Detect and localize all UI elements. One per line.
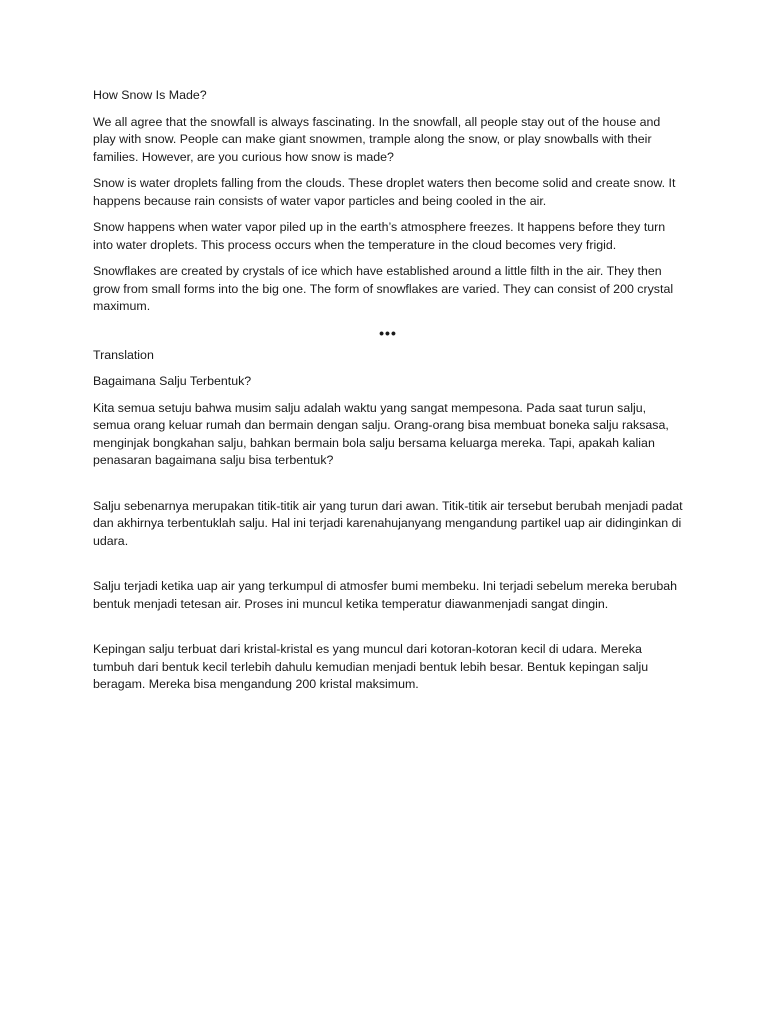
english-title: How Snow Is Made? — [93, 88, 207, 102]
translation-paragraph-4: Kepingan salju terbuat dari kristal-kristal es yang muncul dari kotoran-kotoran kecil di udara. Mereka tumbuh dari bentuk kecil terlebih dahulu kemudian menjadi bentuk lebih besar. Bentuk kepingan salju beragam. Mereka bisa mengandung 200 kristal maksimum. — [93, 642, 649, 691]
english-paragraph-4: Snowflakes are created by crystals of ice which have established around a little filth in the air. They then grow from small forms into the big one. The form of snowflakes are varied. They can consist of 200 crystal maximum. — [93, 264, 674, 313]
document-page — [93, 87, 683, 703]
translation-title: Bagaimana Salju Terbentuk? — [93, 374, 252, 388]
paragraph-gap — [93, 559, 683, 578]
english-paragraph-3: Snow happens when water vapor piled up in the earth’s atmosphere freezes. It happens before they turn into water droplets. This process occurs when the temperature in the cloud becomes very frigid. — [93, 220, 666, 252]
english-paragraph-2: Snow is water droplets falling from the clouds. These droplet waters then become solid and create snow. It happens because rain consists of water vapor particles and being cooled in the air. — [93, 176, 676, 208]
translation-paragraph-3: Salju terjadi ketika uap air yang terkumpul di atmosfer bumi membeku. Ini terjadi sebelum mereka berubah bentuk menjadi tetesan air. Proses ini muncul ketika temperatur diawanmenjadi sangat dingin. — [93, 579, 678, 611]
paragraph-gap — [93, 479, 683, 498]
translation-paragraph-2: Salju sebenarnya merupakan titik-titik air yang turun dari awan. Titik-titik air tersebut berubah menjadi padat dan akhirnya terbentuklah salju. Hal ini terjadi karenahujanyang mengandung partikel uap air didinginkan di udara. — [93, 498, 683, 548]
translation-paragraph-1: Kita semua setuju bahwa musim salju adalah waktu yang sangat mempesona. Pada saat turun salju, semua orang keluar rumah dan bermain dengan salju. Orang-orang bisa membuat boneka salju raksasa, menginjak bongkahan salju, bahkan bermain bola salju bersama keluarga mereka. Tapi, apakah kalian penasaran bagaimana salju bisa terbentuk? — [93, 400, 669, 467]
translation-label: Translation — [93, 347, 154, 362]
english-paragraph-1: We all agree that the snowfall is always fascinating. In the snowfall, all people stay out of the house and play with snow. People can make giant snowmen, trample along the snow, or play snowballs with their families. However, are you curious how snow is made? — [93, 114, 661, 164]
section-separator: ••• — [379, 324, 397, 341]
paragraph-gap — [93, 622, 683, 641]
